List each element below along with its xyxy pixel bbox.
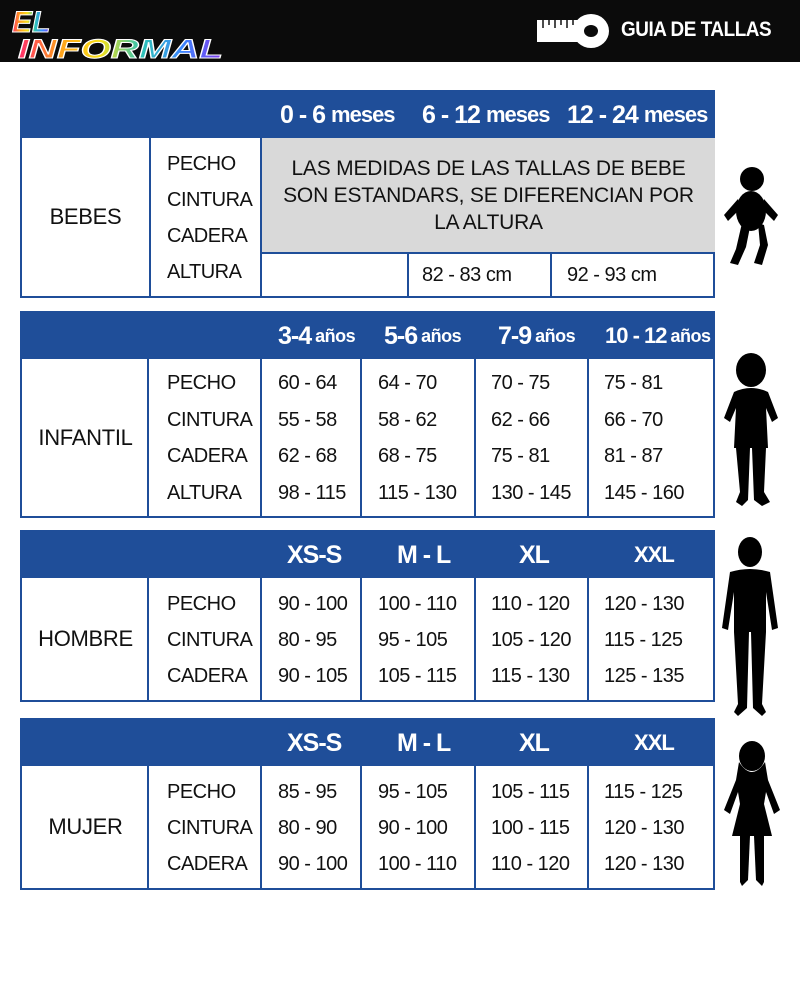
divider <box>149 138 151 296</box>
column-header-5-6-anos <box>384 313 461 359</box>
value-cell: 130 - 145 <box>491 481 572 504</box>
column-header-10-12-anos <box>605 313 711 359</box>
section-mujer <box>20 718 715 890</box>
brand-logo <box>8 2 233 62</box>
value-cell: 115 - 125 <box>604 629 683 651</box>
size-column-values <box>491 586 571 694</box>
value-cell: 75 - 81 <box>604 372 663 395</box>
size-column-values <box>378 774 457 882</box>
value-cell: 80 - 90 <box>278 817 337 839</box>
column-header-xl <box>519 532 549 578</box>
value-cell: 100 - 115 <box>491 817 570 839</box>
top-bar <box>0 0 800 62</box>
size-column-values <box>604 774 684 882</box>
column-unit: meses <box>331 102 395 127</box>
category-label: HOMBRE <box>38 626 133 651</box>
column-age: 7-9 <box>498 321 532 350</box>
column-size: XXL <box>634 542 674 567</box>
section-header <box>22 92 713 138</box>
value-cell: 62 - 66 <box>491 408 550 431</box>
measure-label: CINTURA <box>167 189 253 211</box>
size-column-values <box>604 365 684 511</box>
divider <box>360 766 362 888</box>
value-cell: 85 - 95 <box>278 781 337 803</box>
divider <box>360 578 362 700</box>
measure-list <box>167 365 252 511</box>
height-value: 92 - 93 cm <box>567 263 657 286</box>
value-cell: 60 - 64 <box>278 372 337 395</box>
column-size: XXL <box>634 730 674 755</box>
size-column-values <box>491 365 571 511</box>
measure-label: PECHO <box>167 781 236 803</box>
category-label: INFANTIL <box>38 424 133 450</box>
measure-label: CINTURA <box>167 817 253 839</box>
value-cell: 90 - 105 <box>278 665 348 687</box>
value-cell: 105 - 115 <box>491 781 570 803</box>
column-size: M - L <box>397 540 451 569</box>
column-age: 0 - 6 <box>280 100 326 129</box>
column-unit: años <box>421 325 462 346</box>
measure-label: ALTURA <box>167 481 242 504</box>
measure-label: CADERA <box>167 853 248 875</box>
measure-label: CADERA <box>167 225 248 247</box>
value-cell: 90 - 100 <box>278 593 348 615</box>
section-header <box>22 720 713 766</box>
value-cell: 66 - 70 <box>604 408 663 431</box>
column-unit: años <box>670 325 711 346</box>
measure-list <box>167 774 252 882</box>
value-cell: 64 - 70 <box>378 372 437 395</box>
value-cell: 100 - 110 <box>378 853 457 875</box>
section-header <box>22 532 713 578</box>
note-text: LAS MEDIDAS DE LAS TALLAS DE BEBE SON ESTANDARS, SE DIFERENCIAN POR LA ALTURA <box>283 156 694 234</box>
man-silhouette-icon <box>718 536 782 720</box>
measure-label: CADERA <box>167 665 248 687</box>
measure-label: ALTURA <box>167 261 242 283</box>
column-header-xl <box>519 720 549 766</box>
value-cell: 120 - 130 <box>604 593 685 615</box>
value-cell: 115 - 130 <box>378 481 457 504</box>
value-cell: 55 - 58 <box>278 408 337 431</box>
divider <box>360 359 362 516</box>
divider <box>262 252 715 254</box>
column-header-xs-s <box>287 532 341 578</box>
divider <box>407 254 409 296</box>
value-cell: 58 - 62 <box>378 408 437 431</box>
logo-line2: INFORMAL <box>18 34 223 62</box>
measure-label: CINTURA <box>167 629 253 651</box>
value-cell: 75 - 81 <box>491 445 550 468</box>
category-label: BEBES <box>49 204 122 229</box>
measure-label: CADERA <box>167 445 248 468</box>
height-value: 82 - 83 cm <box>422 263 512 286</box>
column-header-0-6-meses <box>280 92 395 138</box>
measuring-tape-icon <box>535 10 611 50</box>
divider <box>587 359 589 516</box>
size-column-values <box>378 365 457 511</box>
value-cell: 68 - 75 <box>378 445 437 468</box>
value-cell: 125 - 135 <box>604 665 685 687</box>
standard-sizes-note <box>262 138 715 252</box>
column-size: M - L <box>397 728 451 757</box>
column-size: XL <box>519 728 549 757</box>
size-column-values <box>604 586 684 694</box>
woman-silhouette-icon <box>720 740 784 890</box>
baby-silhouette-icon <box>720 165 782 275</box>
value-cell: 120 - 130 <box>604 853 685 875</box>
size-column-values <box>278 774 347 882</box>
value-cell: 90 - 100 <box>278 853 348 875</box>
divider <box>474 359 476 516</box>
size-column-values <box>278 365 346 511</box>
column-header-xxl <box>634 532 674 578</box>
column-size: XS-S <box>287 728 342 757</box>
column-age: 6 - 12 <box>422 100 480 129</box>
divider <box>474 578 476 700</box>
column-size: XL <box>519 540 549 569</box>
column-age: 12 - 24 <box>567 100 638 129</box>
column-age: 3-4 <box>278 321 312 350</box>
column-unit: años <box>535 325 576 346</box>
measure-label: PECHO <box>167 153 236 175</box>
value-cell: 145 - 160 <box>604 481 685 504</box>
column-age: 10 - 12 <box>605 323 667 348</box>
column-header-xs-s <box>287 720 341 766</box>
divider <box>550 254 552 296</box>
measure-label: PECHO <box>167 593 236 615</box>
value-cell: 95 - 105 <box>378 781 448 803</box>
value-cell: 98 - 115 <box>278 481 346 504</box>
column-header-3-4-anos <box>278 313 355 359</box>
column-unit: años <box>315 325 356 346</box>
section-infantil <box>20 311 715 518</box>
value-cell: 105 - 120 <box>491 629 572 651</box>
logo-line1: EL <box>12 6 51 39</box>
size-column-values <box>278 586 347 694</box>
size-guide-header <box>535 8 788 52</box>
value-cell: 100 - 110 <box>378 593 457 615</box>
column-unit: meses <box>643 102 708 127</box>
section-bebes <box>20 90 715 298</box>
column-age: 5-6 <box>384 321 418 350</box>
value-cell: 110 - 120 <box>491 593 570 615</box>
size-column-values <box>378 586 457 694</box>
divider <box>587 766 589 888</box>
divider <box>587 578 589 700</box>
value-cell: 115 - 130 <box>491 665 570 687</box>
section-hombre <box>20 530 715 702</box>
measure-list <box>167 586 252 694</box>
column-header-m-l <box>397 720 450 766</box>
value-cell: 95 - 105 <box>378 629 448 651</box>
value-cell: 62 - 68 <box>278 445 337 468</box>
column-header-12-24-meses <box>567 92 707 138</box>
header-title: GUIA DE TALLAS <box>621 18 772 41</box>
measure-label: PECHO <box>167 372 236 395</box>
value-cell: 90 - 100 <box>378 817 448 839</box>
column-unit: meses <box>485 102 550 127</box>
divider <box>260 359 262 516</box>
column-size: XS-S <box>287 540 342 569</box>
divider <box>474 766 476 888</box>
measure-list <box>167 146 252 290</box>
divider <box>260 578 262 700</box>
column-header-7-9-anos <box>498 313 575 359</box>
value-cell: 81 - 87 <box>604 445 663 468</box>
value-cell: 80 - 95 <box>278 629 337 651</box>
value-cell: 105 - 115 <box>378 665 457 687</box>
category-label: MUJER <box>48 814 123 839</box>
section-header <box>22 313 713 359</box>
value-cell: 70 - 75 <box>491 372 550 395</box>
divider <box>260 766 262 888</box>
column-header-m-l <box>397 532 450 578</box>
value-cell: 115 - 125 <box>604 781 683 803</box>
value-cell: 120 - 130 <box>604 817 685 839</box>
column-header-xxl <box>634 720 674 766</box>
child-silhouette-icon <box>716 352 786 510</box>
size-column-values <box>491 774 570 882</box>
measure-label: CINTURA <box>167 408 253 431</box>
value-cell: 110 - 120 <box>491 853 570 875</box>
column-header-6-12-meses <box>422 92 549 138</box>
